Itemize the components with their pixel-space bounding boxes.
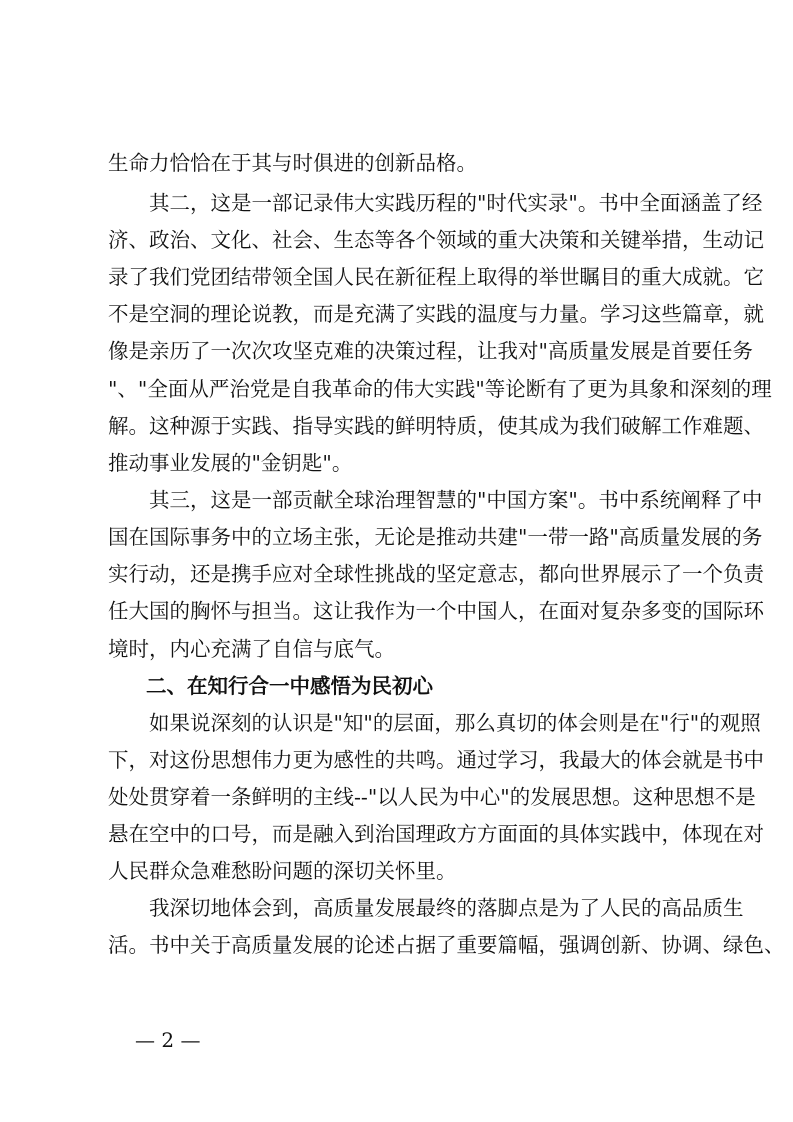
text-line: 济、政治、文化、社会、生态等各个领域的重大决策和关键举措，生动记 — [108, 228, 764, 252]
text-line: 其三，这是一部贡献全球治理智慧的"中国方案"。书中系统阐释了中 — [108, 488, 763, 512]
text-line: 我深切地体会到，高质量发展最终的落脚点是为了人民的高品质生 — [108, 896, 744, 920]
text-line: "、"全面从严治党是自我革命的伟大实践"等论断有了更为具象和深刻的理 — [108, 377, 772, 401]
text-line: 下，对这份思想伟力更为感性的共鸣。通过学习，我最大的体会就是书中 — [108, 748, 764, 772]
text-line: 人民群众急难愁盼问题的深切关怀里。 — [108, 859, 457, 883]
text-line: 悬在空中的口号，而是融入到治国理政方方面面的具体实践中，体现在对 — [108, 822, 764, 846]
text-line: 活。书中关于高质量发展的论述占据了重要篇幅，强调创新、协调、绿色、 — [108, 933, 785, 957]
text-line: 像是亲历了一次次攻坚克难的决策过程，让我对"高质量发展是首要任务 — [108, 339, 753, 363]
text-line: 解。这种源于实践、指导实践的鲜明特质，使其成为我们破解工作难题、 — [108, 414, 764, 438]
text-line: 其二，这是一部记录伟大实践历程的"时代实录"。书中全面涵盖了经 — [108, 191, 763, 215]
text-line: 不是空洞的理论说教，而是充满了实践的温度与力量。学习这些篇章，就 — [108, 302, 764, 326]
text-line: 任大国的胸怀与担当。这让我作为一个中国人，在面对复杂多变的国际环 — [108, 599, 764, 623]
text-line: 国在国际事务中的立场主张，无论是推动共建"一带一路"高质量发展的务 — [108, 525, 763, 549]
text-line: 生命力恰恰在于其与时俱进的创新品格。 — [108, 151, 477, 175]
text-line: 境时，内心充满了自信与底气。 — [108, 637, 395, 661]
text-line: 处处贯穿着一条鲜明的主线--"以人民为中心"的发展思想。这种思想不是 — [108, 785, 756, 809]
text-line: 如果说深刻的认识是"知"的层面，那么真切的体会则是在"行"的观照 — [108, 711, 761, 735]
text-line: 录了我们党团结带领全国人民在新征程上取得的举世瞩目的重大成就。它 — [108, 265, 764, 289]
section-heading: 二、在知行合一中感悟为民初心 — [146, 674, 433, 698]
text-line: 实行动，还是携手应对全球性挑战的坚定意志，都向世界展示了一个负责 — [108, 562, 764, 586]
text-line: 推动事业发展的"金钥匙"。 — [108, 451, 353, 475]
page-number: — 2 — — [135, 1028, 201, 1052]
